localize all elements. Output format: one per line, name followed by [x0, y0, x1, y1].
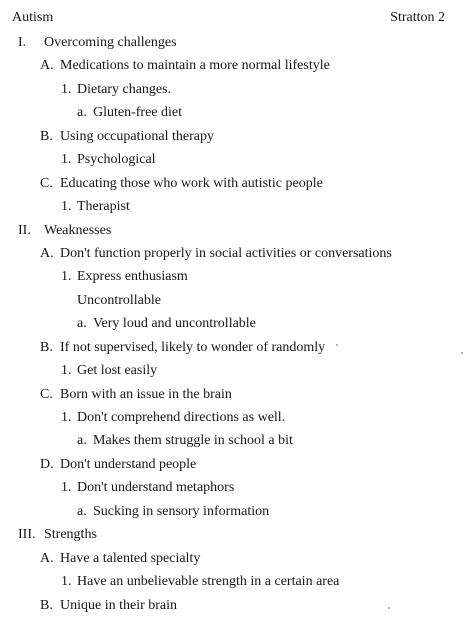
outline-item-marker: A.: [40, 245, 54, 261]
outline-item: [0, 430, 472, 453]
outline-item-text: Educating those who work with autistic people: [60, 175, 323, 191]
outline-item-marker: I.: [18, 35, 27, 50]
outline-item-marker: a.: [77, 105, 87, 121]
outline-item-marker: 1.: [61, 410, 72, 425]
outline-item-marker: a.: [77, 316, 87, 332]
outline-item-marker: A.: [40, 58, 54, 74]
outline-item-text: Strengths: [44, 527, 97, 543]
outline-item: [0, 548, 472, 571]
outline-item: [0, 173, 472, 196]
header-page-label: Stratton 2: [390, 10, 445, 25]
outline-item-marker: 1.: [61, 152, 72, 168]
outline-item: [0, 360, 472, 383]
outline-item: [0, 595, 472, 618]
outline: [0, 32, 472, 618]
outline-item-marker: 1.: [61, 81, 72, 97]
outline-item-text: Using occupational therapy: [60, 128, 214, 144]
outline-item-text: Very loud and uncontrollable: [93, 316, 256, 332]
outline-item-text: Don't understand metaphors: [77, 480, 235, 496]
outline-item-marker: B.: [40, 339, 53, 355]
outline-item-marker: 1.: [61, 199, 72, 215]
outline-item-marker: B.: [40, 597, 53, 613]
outline-item-text: Don't comprehend directions as well.: [77, 410, 286, 425]
outline-item-text: Dietary changes.: [77, 81, 172, 97]
outline-item: [0, 501, 472, 524]
outline-item: [0, 571, 472, 594]
outline-item-marker: D.: [40, 456, 54, 472]
outline-item: [0, 384, 472, 407]
outline-item-text: Weaknesses: [44, 222, 112, 238]
outline-item-marker: 1.: [61, 363, 72, 379]
outline-item-text: Overcoming challenges: [44, 35, 177, 50]
outline-item-marker: C.: [40, 386, 53, 402]
outline-item-marker: II.: [18, 222, 31, 238]
outline-item-text: Gluten-free diet: [93, 105, 183, 121]
outline-item-marker: 1.: [61, 480, 72, 496]
outline-item-text: Makes them struggle in school a bit: [93, 433, 293, 449]
outline-item: [0, 126, 472, 149]
outline-item-marker: C.: [40, 175, 53, 191]
outline-item: [0, 55, 472, 78]
outline-item-text: Sucking in sensory information: [93, 503, 270, 519]
outline-item: [0, 454, 472, 477]
outline-item-text: Express enthusiasm: [77, 269, 188, 285]
outline-item: [0, 220, 472, 243]
outline-item-marker: a.: [77, 503, 87, 519]
scan-speck: [461, 352, 463, 354]
outline-item: [0, 337, 472, 360]
outline-item-text: Psychological: [77, 152, 156, 168]
outline-item-marker: B.: [40, 128, 53, 144]
scan-speck: [336, 344, 338, 346]
page-header: [12, 9, 445, 27]
outline-item-marker: III.: [18, 527, 36, 543]
outline-item: [0, 149, 472, 172]
outline-item-text: Have a talented specialty: [60, 550, 201, 566]
outline-item: [0, 313, 472, 336]
outline-item: [0, 477, 472, 500]
outline-item-marker: 1.: [61, 574, 72, 590]
outline-item-text: Born with an issue in the brain: [60, 386, 232, 402]
outline-item-text: Uncontrollable: [77, 292, 161, 308]
outline-item-text: Medications to maintain a more normal lifestyle: [60, 58, 330, 74]
outline-item-text: Don't understand people: [60, 456, 197, 472]
outline-item: [0, 32, 472, 55]
outline-item-text: If not supervised, likely to wonder of randomly: [60, 339, 326, 355]
outline-item: [0, 196, 472, 219]
outline-item: [0, 243, 472, 266]
outline-item: [0, 290, 472, 313]
outline-item-text: Get lost easily: [77, 363, 158, 379]
header-title: Autism: [12, 10, 54, 25]
outline-item-marker: a.: [77, 433, 87, 449]
outline-item: [0, 79, 472, 102]
outline-item-text: Unique in their brain: [60, 597, 178, 613]
outline-item: [0, 266, 472, 289]
outline-item-text: Don't function properly in social activities or conversations: [60, 245, 392, 261]
outline-item: [0, 407, 472, 430]
outline-item-text: Therapist: [77, 199, 130, 215]
outline-item: [0, 102, 472, 125]
outline-item-marker: 1.: [61, 269, 72, 285]
outline-item-text: Have an unbelievable strength in a certain area: [77, 574, 340, 590]
outline-item: [0, 524, 472, 547]
outline-item-marker: A.: [40, 550, 54, 566]
scan-speck: [388, 607, 390, 609]
